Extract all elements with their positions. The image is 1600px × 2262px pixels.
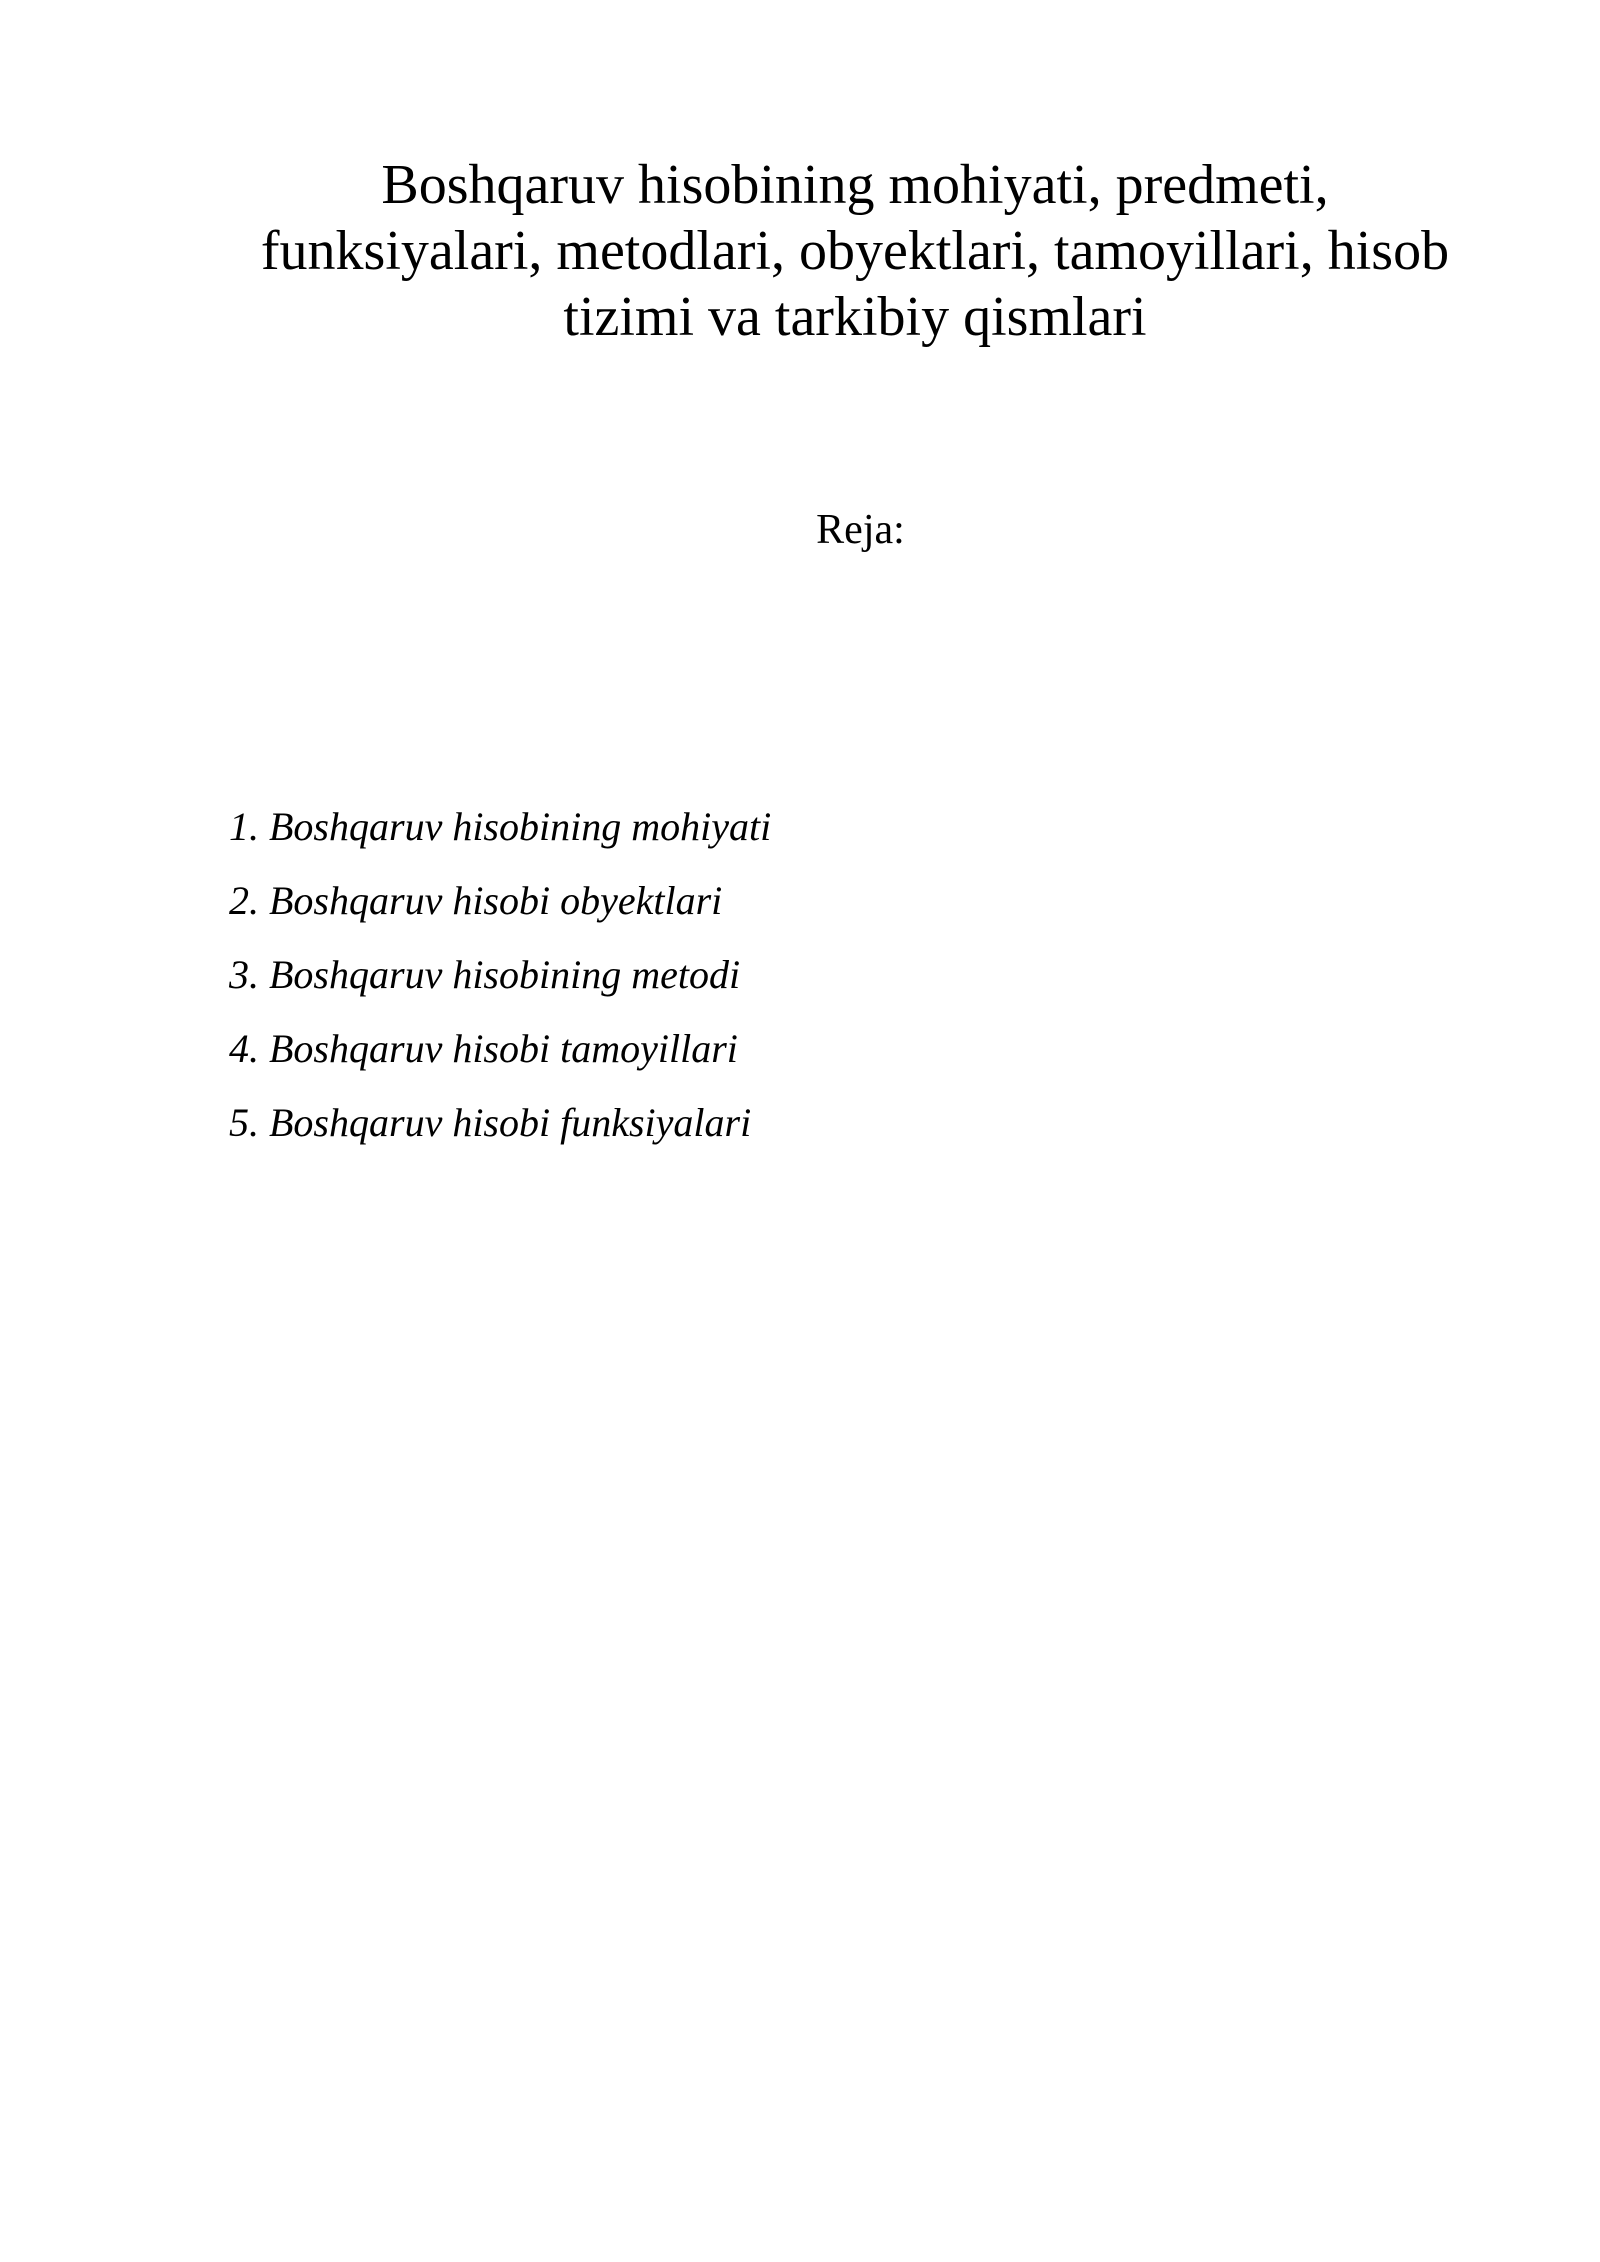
plan-item: 3. Boshqaruv hisobining metodi bbox=[229, 952, 741, 997]
plan-item: 1. Boshqaruv hisobining mohiyati bbox=[229, 804, 772, 849]
title-line: Boshqaruv hisobining mohiyati, predmeti, bbox=[381, 154, 1329, 216]
plan-item: 5. Boshqaruv hisobi funksiyalari bbox=[229, 1100, 752, 1145]
plan-list bbox=[229, 790, 771, 1160]
title-line: tizimi va tarkibiy qismlari bbox=[563, 286, 1147, 348]
plan-heading: Reja: bbox=[816, 507, 905, 553]
plan-item: 2. Boshqaruv hisobi obyektlari bbox=[229, 878, 723, 923]
plan-item: 4. Boshqaruv hisobi tamoyillari bbox=[229, 1026, 738, 1071]
document-title bbox=[200, 152, 1510, 350]
title-line: funksiyalari, metodlari, obyektlari, tamoyillari, hisob bbox=[260, 220, 1450, 282]
